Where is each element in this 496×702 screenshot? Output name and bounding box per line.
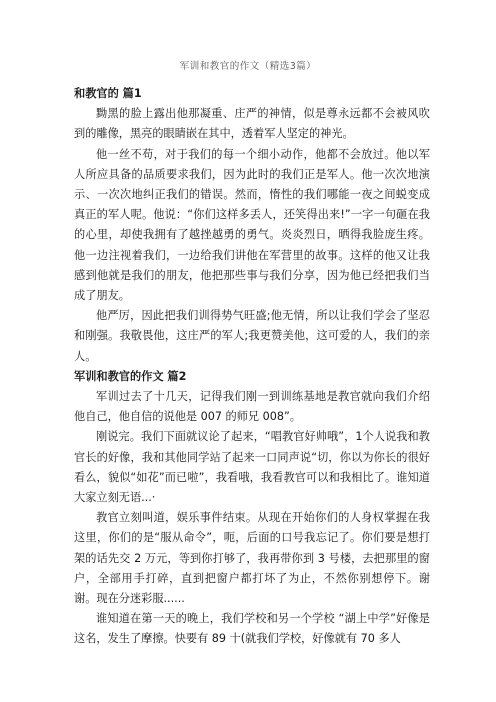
section-2-paragraph: 军训过去了十几天，记得我们刚一到训练基地是教官就向我们介绍他自己，他自信的说他是 007 的师兄 008”。 [74,390,430,424]
document-title: 军训和教官的作文（精选3篇） [179,61,317,72]
section-1-paragraph: 他一丝不苟，对于我们的每一个细小动作，他都不会放过。他以军人所应具备的品质要求我们，因为此时的我们正是军人。他一次次地演示、一次次地纠正我们的错误。然而，惰性的我们哪能一夜之间蜕变成真正的军人呢。他说：“你们这样多丢人，还笑得出来!”一字一句砸在我的心里，却使我拥有了越挫越勇的勇气。炎炎烈日，晒得我脸庞生疼。他一边注视着我们，一边给我们讲他在军营里的故事。这样的他又让我感到他就是我们的朋友，他把那些事与我们分享，因为他已经把我们当成了朋友。 [74,147,430,303]
section-1-paragraph: 黝黑的脸上露出他那凝重、庄严的神情，似是尊永远都不会被风吹到的雕像，黑亮的眼睛嵌在其中，透着军人坚定的神光。 [74,107,430,141]
section-2-heading: 军训和教官的作文 篇2 [74,369,187,383]
section-1-heading: 和教官的 篇1 [74,87,142,100]
section-2-paragraph: 教官立刻叫道，娱乐事件结束。从现在开始你们的人身权掌握在我这里，你们的是“服从命令”，呃，后面的口号我忘记了。你们要是想打架的话先交 2 万元，等到你打够了，我再带你到 3 号楼，去把那里的窗户，全部用手打碎，直到把窗户都打坏了为止，不然你别想停下。谢谢。现在分迷彩服...... [74,511,430,606]
document-body [74,84,430,650]
section-2-paragraph: 谁知道在第一天的晚上，我们学校和另一个学校 “湖上中学”好像是这名，发生了摩擦。快要有 89 十(就我们学校，好像就有 70 多人 [74,612,430,646]
section-1-paragraph: 他严厉，因此把我们训得势气旺盛;他无情，所以让我们学会了坚忍和刚强。我敬畏他，这庄严的军人;我更赞美他，这可爱的人，我们的亲人。 [74,309,430,363]
section-2-paragraph: 刚说完。我们下面就议论了起来，“唱教官好帅哦”，1个人说我和教官长的好像，我和其他同学站了起来一口同声说“切，你以为你长的很好看么，貌似“如花”而已啦”，我看哦，我看教官可以和我相比了。谁知道大家立刻无语...· [74,430,430,505]
